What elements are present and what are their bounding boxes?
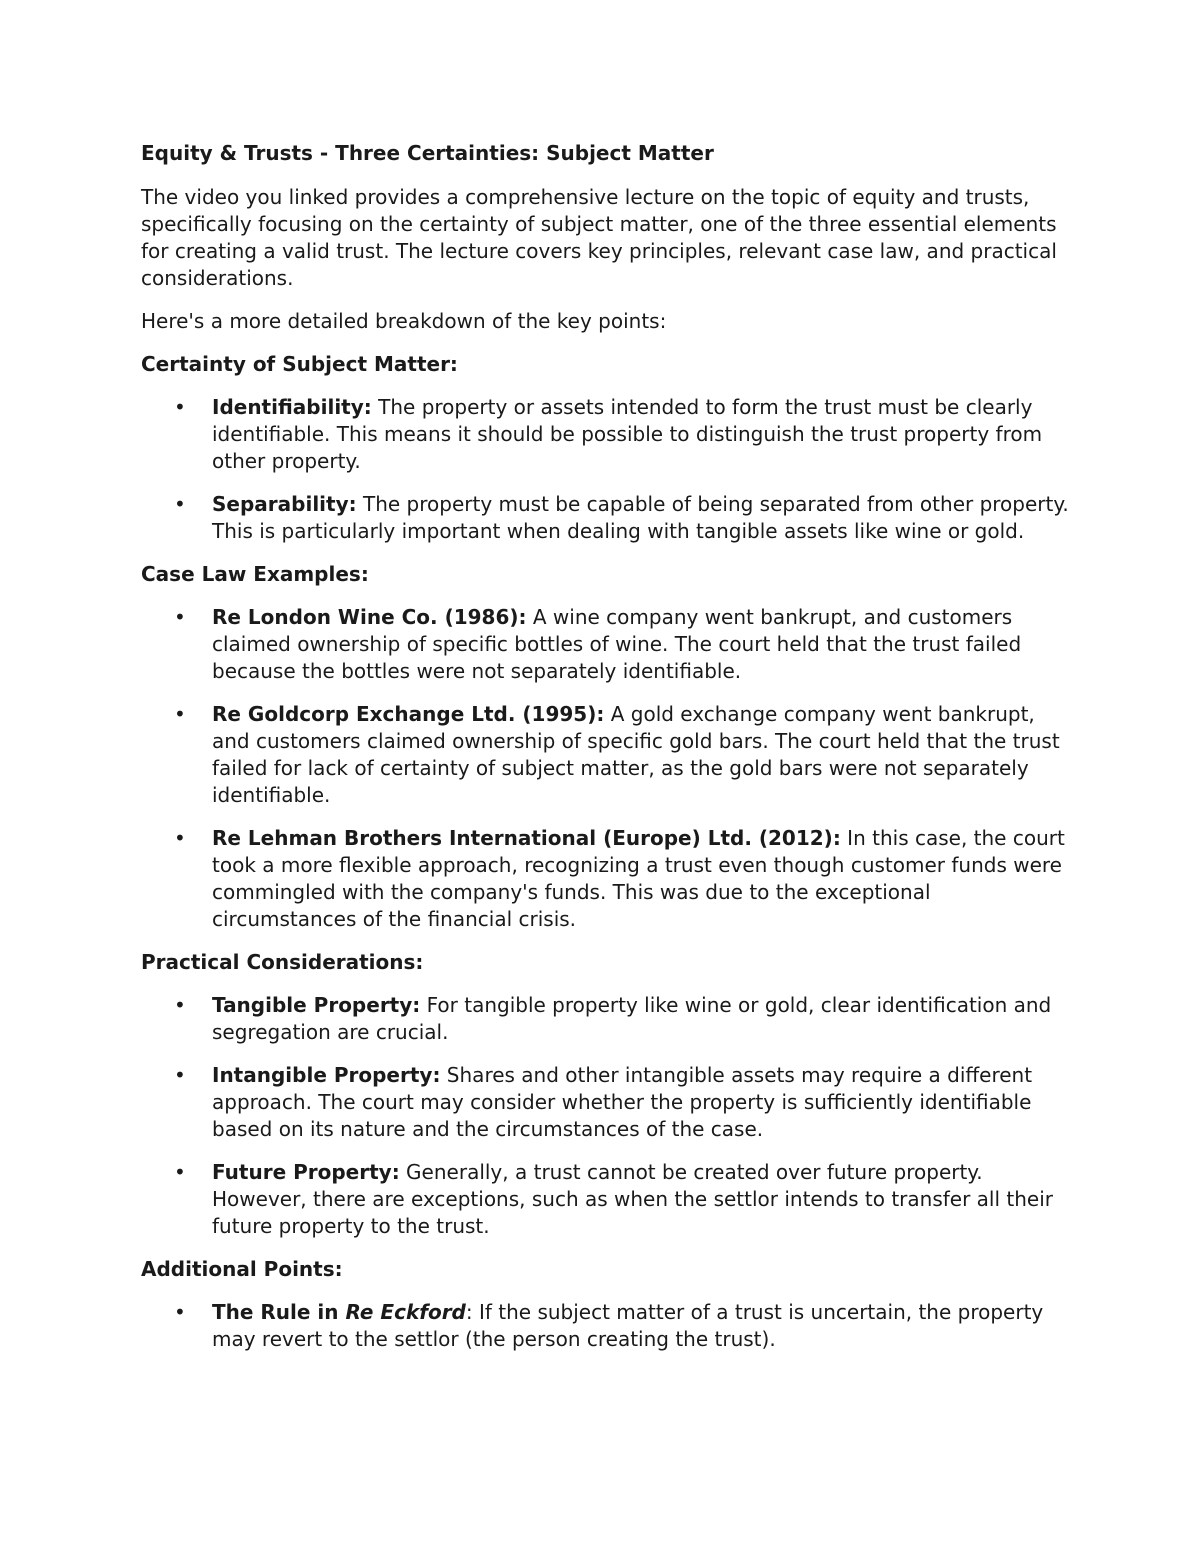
section-heading-case-law: Case Law Examples: <box>141 562 369 586</box>
list-item <box>141 992 1071 1046</box>
intro-paragraph: The video you linked provides a comprehensive lecture on the topic of equity and trusts, specifically focusing on the certainty of subject matter, one of the three essential elements for creating a valid trust. The lecture covers key principles, relevant case law, and practical considerations. <box>141 185 1057 290</box>
list-item-term: Future Property: <box>212 1160 400 1184</box>
list-item-text: The property must be capable of being separated from other property. This is particularly important when dealing with tangible assets like wine or gold. <box>212 492 1069 543</box>
lead-paragraph: Here's a more detailed breakdown of the key points: <box>141 309 667 333</box>
bullet-icon: • <box>174 993 186 1017</box>
list-item <box>141 394 1071 475</box>
list-item-term: Separability: <box>212 492 357 516</box>
bullet-icon: • <box>174 826 186 850</box>
bullet-icon: • <box>174 395 186 419</box>
list-item <box>141 604 1071 685</box>
list-item-text: The property or assets intended to form the trust must be clearly identifiable. This means it should be possible to distinguish the trust property from other property. <box>212 395 1043 473</box>
list-item-text: A wine company went bankrupt, and customers claimed ownership of specific bottles of wine. The court held that the trust failed because the bottles were not separately identifiable. <box>212 605 1022 683</box>
bullet-icon: • <box>174 1160 186 1184</box>
bullet-icon: • <box>174 1063 186 1087</box>
bullet-icon: • <box>174 702 186 726</box>
certainty-list <box>141 394 1071 545</box>
practical-list <box>141 992 1071 1240</box>
list-item-term: Tangible Property: <box>212 993 421 1017</box>
list-item <box>141 701 1071 809</box>
list-item-term: Re London Wine Co. (1986): <box>212 605 527 629</box>
list-item-term-prefix: The Rule in <box>212 1300 346 1324</box>
list-item <box>141 491 1071 545</box>
list-item <box>141 1062 1071 1143</box>
list-item-term: Identifiability: <box>212 395 372 419</box>
list-item-text: Generally, a trust cannot be created over future property. However, there are exceptions, such as when the settlor intends to transfer all their future property to the trust. <box>212 1160 1053 1238</box>
document-page <box>141 138 1071 1369</box>
bullet-icon: • <box>174 1300 186 1324</box>
list-item-term <box>212 1300 466 1324</box>
section-heading-practical: Practical Considerations: <box>141 950 424 974</box>
section-heading-certainty: Certainty of Subject Matter: <box>141 352 458 376</box>
list-item-text: : If the subject matter of a trust is uncertain, the property may revert to the settlor (the person creating the trust). <box>212 1300 1044 1351</box>
document-title: Equity & Trusts - Three Certainties: Subject Matter <box>141 141 714 165</box>
list-item <box>141 1299 1071 1353</box>
case-name-italic: Re Eckford <box>345 1300 466 1324</box>
section-heading-additional: Additional Points: <box>141 1257 343 1281</box>
list-item-term: Re Goldcorp Exchange Ltd. (1995): <box>212 702 605 726</box>
list-item-text: In this case, the court took a more flexible approach, recognizing a trust even though customer funds were commingled with the company's funds. This was due to the exceptional circumstances of the financial crisis. <box>212 826 1065 931</box>
list-item-term: Intangible Property: <box>212 1063 441 1087</box>
case-law-list <box>141 604 1071 933</box>
bullet-icon: • <box>174 605 186 629</box>
list-item <box>141 1159 1071 1240</box>
list-item <box>141 825 1071 933</box>
list-item-term: Re Lehman Brothers International (Europe) Ltd. (2012): <box>212 826 841 850</box>
list-item-text: For tangible property like wine or gold, clear identification and segregation are crucial. <box>212 993 1052 1044</box>
list-item-text: Shares and other intangible assets may require a different approach. The court may consider whether the property is sufficiently identifiable based on its nature and the circumstances of the case. <box>212 1063 1033 1141</box>
additional-list <box>141 1299 1071 1353</box>
list-item-text: A gold exchange company went bankrupt, and customers claimed ownership of specific gold bars. The court held that the trust failed for lack of certainty of subject matter, as the gold bars were not separately identifiable. <box>212 702 1060 807</box>
bullet-icon: • <box>174 492 186 516</box>
